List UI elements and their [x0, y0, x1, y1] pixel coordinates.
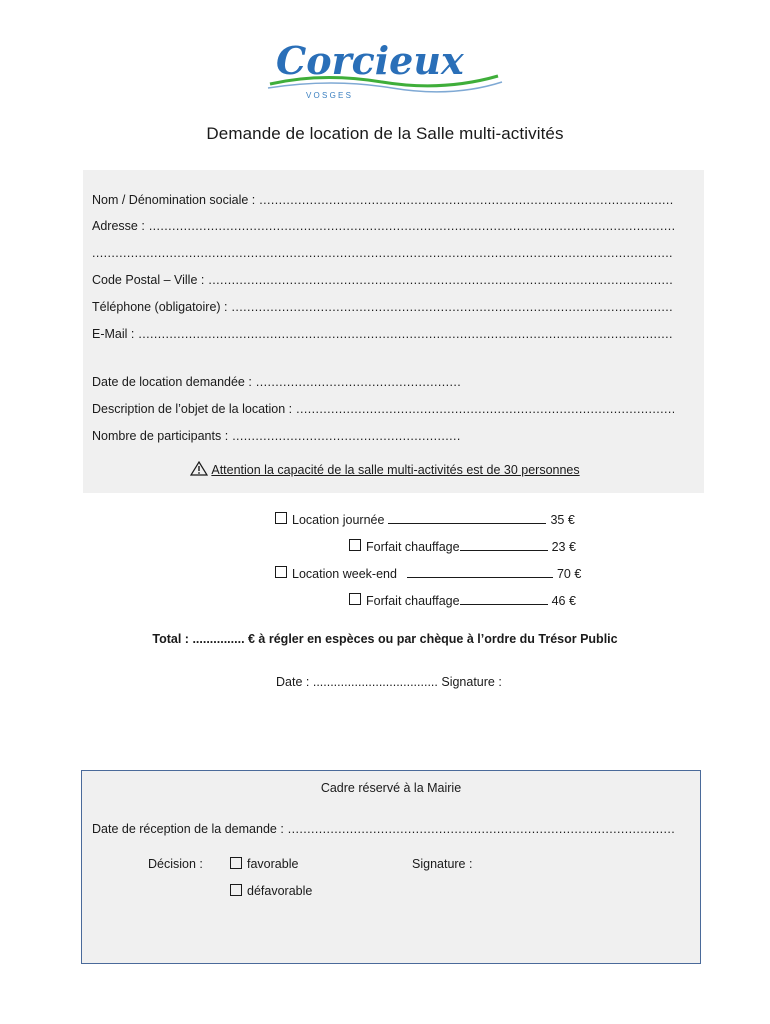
- reception-date-label: Date de réception de la demande :: [92, 822, 284, 836]
- mairie-signature-label: Signature :: [412, 857, 473, 871]
- email-field[interactable]: [92, 327, 674, 341]
- capacity-warning: [0, 461, 770, 479]
- option-label: Location week-end: [292, 567, 397, 581]
- defavorable-label: défavorable: [247, 884, 313, 898]
- checkbox[interactable]: [275, 566, 287, 578]
- signature-label: Signature :: [441, 675, 502, 689]
- option-label: Forfait chauffage: [366, 540, 460, 554]
- checkbox[interactable]: [230, 857, 242, 869]
- date-input[interactable]: ....................................: [312, 675, 438, 689]
- date-signature-line: [276, 675, 502, 689]
- option-price: 46 €: [551, 594, 576, 608]
- option-forfait-chauffage-week-end[interactable]: [349, 592, 576, 608]
- decision-defavorable[interactable]: [230, 884, 312, 898]
- email-label: E-Mail :: [92, 327, 135, 341]
- total-line: Total : ............... € à régler en espèces ou par chèque à l’ordre du Trésor Public: [152, 632, 618, 646]
- adresse-label: Adresse :: [92, 219, 145, 233]
- telephone-label: Téléphone (obligatoire) :: [92, 300, 228, 314]
- decision-favorable[interactable]: [230, 857, 298, 871]
- checkbox[interactable]: [275, 512, 287, 524]
- option-label: Location journée: [292, 513, 385, 527]
- nom-label: Nom / Dénomination sociale :: [92, 193, 256, 207]
- option-label: Forfait chauffage: [366, 594, 460, 608]
- checkbox[interactable]: [349, 539, 361, 551]
- code-postal-field[interactable]: [92, 273, 674, 287]
- capacity-warning-text: Attention la capacité de la salle multi-activités est de 30 personnes: [211, 463, 580, 477]
- option-location-journee[interactable]: [275, 511, 575, 527]
- date-location-field[interactable]: [92, 375, 460, 389]
- date-location-label: Date de location demandée :: [92, 375, 252, 389]
- logo-wordmark: Corcieux: [276, 38, 464, 83]
- option-location-week-end[interactable]: [275, 565, 581, 581]
- code-postal-label: Code Postal – Ville :: [92, 273, 205, 287]
- logo-subtitle: V O S G E S: [306, 91, 351, 100]
- mairie-reserved-frame: [81, 770, 701, 964]
- adresse-field-line2[interactable]: [92, 246, 674, 260]
- participants-label: Nombre de participants :: [92, 429, 229, 443]
- checkbox[interactable]: [230, 884, 242, 896]
- mairie-title: Cadre réservé à la Mairie: [320, 781, 462, 795]
- option-forfait-chauffage-journee[interactable]: [349, 538, 576, 554]
- corcieux-logo: [262, 28, 508, 112]
- option-price: 70 €: [556, 567, 582, 581]
- page-title: Demande de location de la Salle multi-activités: [206, 124, 564, 143]
- favorable-label: favorable: [247, 857, 299, 871]
- reception-date-field[interactable]: [92, 822, 674, 836]
- description-field[interactable]: [92, 402, 674, 416]
- option-price: 35 €: [550, 513, 575, 527]
- date-label: Date :: [276, 675, 310, 689]
- nom-field[interactable]: [92, 193, 674, 207]
- telephone-field[interactable]: [92, 300, 674, 314]
- checkbox[interactable]: [349, 593, 361, 605]
- warning-icon: [190, 461, 208, 479]
- decision-label: Décision :: [148, 857, 203, 871]
- description-label: Description de l’objet de la location :: [92, 402, 293, 416]
- participants-field[interactable]: [92, 429, 460, 443]
- adresse-field[interactable]: [92, 219, 674, 233]
- option-price: 23 €: [551, 540, 576, 554]
